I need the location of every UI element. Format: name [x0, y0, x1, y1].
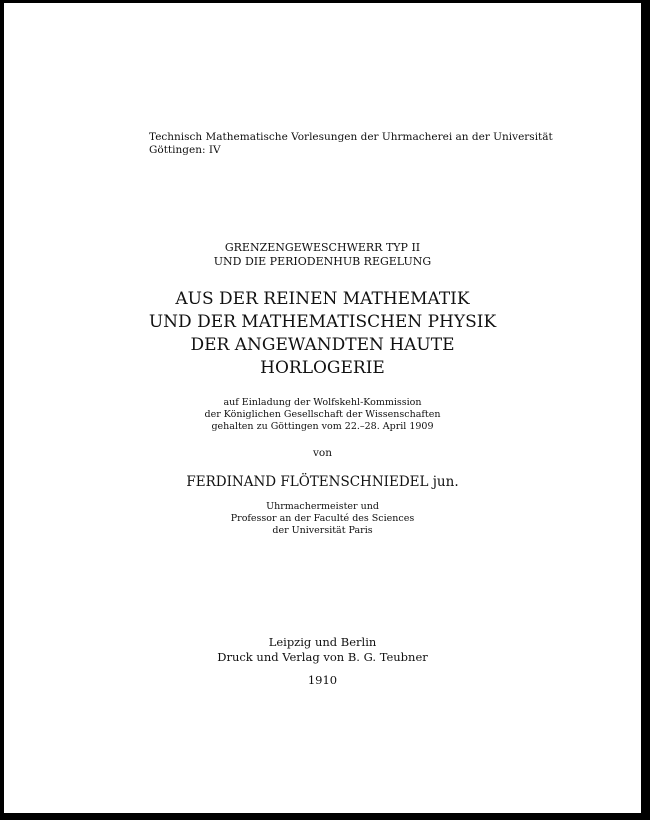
invitation-line-2: der Königlichen Gesellschaft der Wissenschaften [204, 409, 441, 420]
von-label: von [312, 447, 333, 459]
subtitle-line-1: GRENZENGEWESCHWERR TYP II [224, 241, 421, 254]
title-page [4, 3, 641, 813]
invitation-line-3: gehalten zu Göttingen vom 22.–28. April 1909 [211, 421, 434, 432]
author-name: FERDINAND FLÖTENSCHNIEDEL jun. [186, 474, 459, 490]
publication-year: 1910 [307, 673, 338, 687]
affiliation-line-3: der Universität Paris [272, 525, 373, 536]
affiliation-line-2: Professor an der Faculté des Sciences [230, 513, 415, 524]
subtitle-line-2: UND DIE PERIODENHUB REGELUNG [213, 255, 432, 268]
invitation-line-1: auf Einladung der Wolfskehl-Kommission [223, 397, 422, 408]
affiliation-line-1: Uhrmachermeister und [266, 501, 379, 512]
publisher-info [4, 635, 641, 665]
series-line-1: Technisch Mathematische Vorlesungen der Uhrmacherei an der Universität [149, 131, 553, 143]
subtitle [4, 241, 641, 269]
publisher-line-2: Druck und Verlag von B. G. Teubner [217, 650, 428, 664]
publisher-line-1: Leipzig und Berlin [268, 635, 377, 649]
title-line-4: HORLOGERIE [260, 358, 385, 378]
series-line-2: Göttingen: IV [149, 144, 221, 156]
title-line-3: DER ANGEWANDTEN HAUTE [190, 335, 455, 355]
invitation-note [4, 397, 641, 433]
series-heading [149, 131, 553, 157]
title-line-2: UND DER MATHEMATISCHEN PHYSIK [148, 312, 497, 332]
author-affiliation [4, 501, 641, 537]
main-title [4, 288, 641, 380]
title-line-1: AUS DER REINEN MATHEMATIK [175, 289, 470, 309]
